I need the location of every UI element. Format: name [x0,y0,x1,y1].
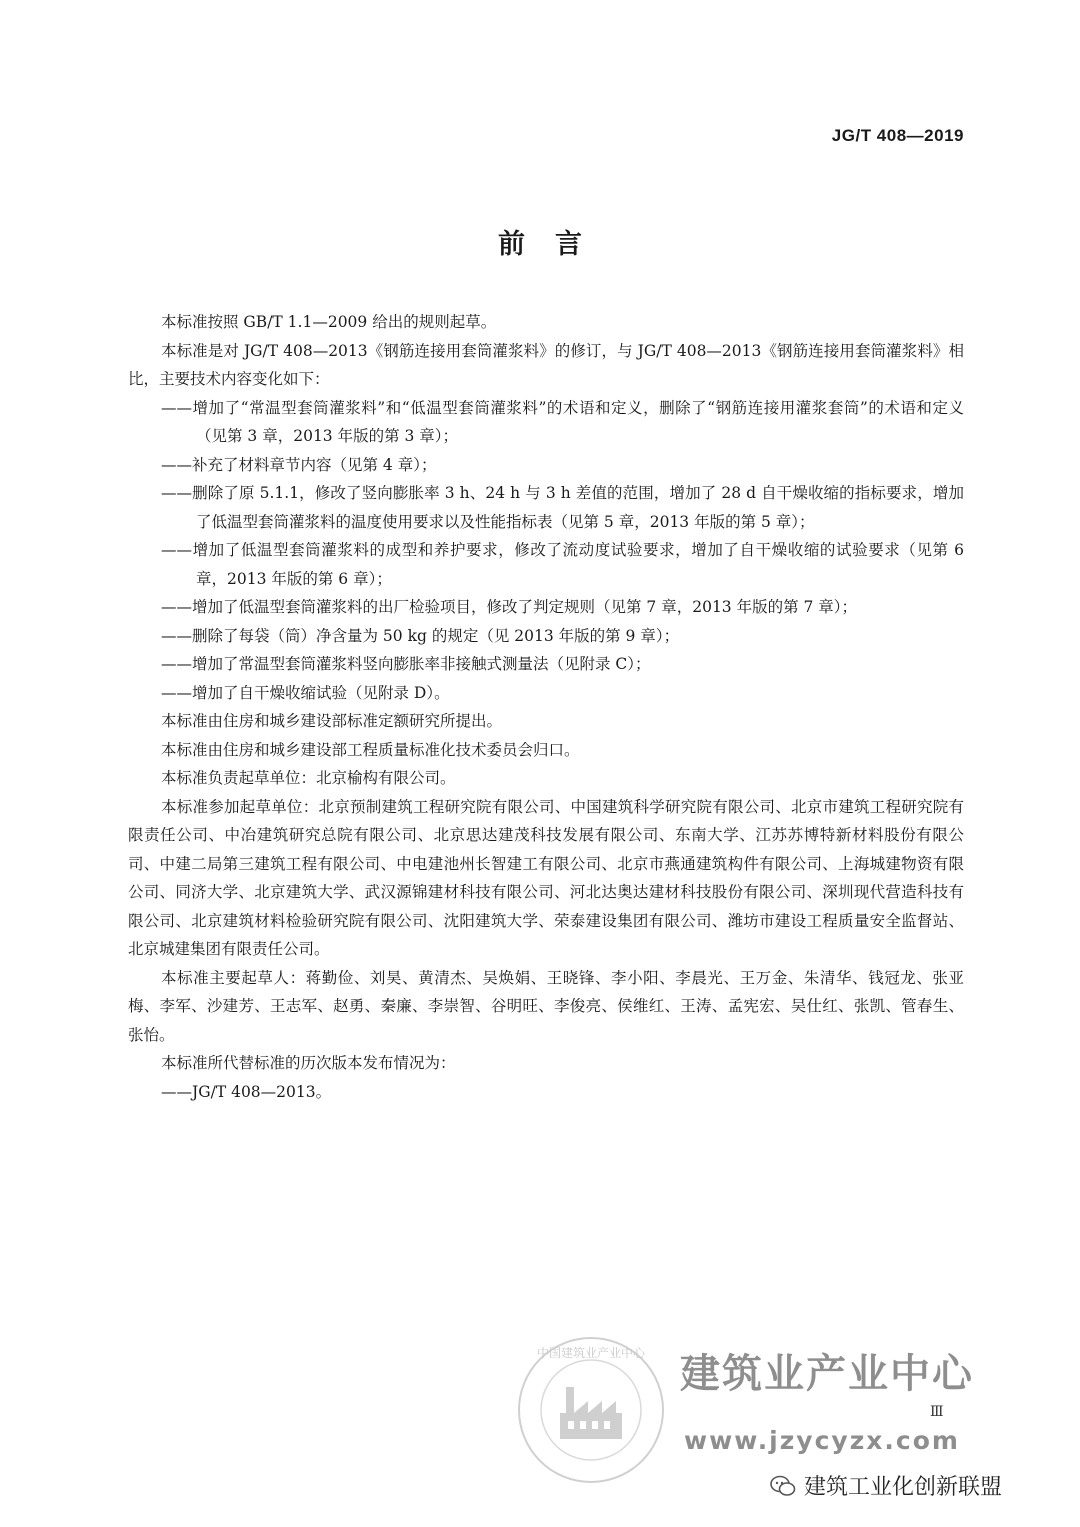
change-item: ——增加了“常温型套筒灌浆料”和“低温型套筒灌浆料”的术语和定义，删除了“钢筋连接用灌浆套筒”的术语和定义（见第 3 章，2013 年版的第 3 章）； [161,398,964,445]
change-item: ——增加了低温型套筒灌浆料的成型和养护要求，修改了流动度试验要求，增加了自干燥收缩的试验要求（见第 6 章，2013 年版的第 6 章）； [161,541,964,588]
wechat-icon [770,1475,796,1497]
page-number: Ⅲ [930,1404,944,1420]
paragraph: 本标准由住房和城乡建设部标准定额研究所提出。 [161,712,503,730]
paragraph: 本标准主要起草人：蒋勤俭、刘昊、黄清杰、吴焕娟、王晓锋、李小阳、李晨光、王万金、朱清华、钱冠龙、张亚梅、李军、沙建芳、王志军、赵勇、秦廉、李崇智、谷明旺、李俊亮、侯维红、王涛、孟宪宏、吴仕红、张凯、管春生、张怡。 [128,968,964,1044]
paragraph: 本标准所代替标准的历次版本发布情况为： [161,1054,456,1072]
wechat-account-name: 建筑工业化创新联盟 [804,1475,1003,1500]
wechat-attribution [770,1470,1002,1501]
foreword-body [128,308,964,1106]
change-item: ——增加了常温型套筒灌浆料竖向膨胀率非接触式测量法（见附录 C）； [161,655,651,673]
paragraph: 本标准参加起草单位：北京预制建筑工程研究院有限公司、中国建筑科学研究院有限公司、北京市建筑工程研究院有限责任公司、中冶建筑研究总院有限公司、北京思达建茂科技发展有限公司、东南大学、江苏苏博特新材料股份有限公司、中建二局第三建筑工程有限公司、中电建池州长智建工有限公司、北京市燕通建筑构件有限公司、上海城建物资有限公司、同济大学、北京建筑大学、武汉源锦建材科技有限公司、河北达奥达建材科技股份有限公司、深圳现代营造科技有限公司、北京建筑材料检验研究院有限公司、沈阳建筑大学、荣泰建设集团有限公司、潍坊市建设工程质量安全监督站、北京城建集团有限责任公司。 [128,797,964,958]
paragraph: 本标准是对 JG/T 408—2013《钢筋连接用套筒灌浆料》的修订，与 JG/T 408—2013《钢筋连接用套筒灌浆料》相比，主要技术内容变化如下： [128,341,964,388]
paragraph: 本标准按照 GB/T 1.1—2009 给出的规则起草。 [161,313,497,331]
watermark-seal-icon [516,1335,666,1485]
standard-code: JG/T 408—2019 [831,126,964,145]
change-item: ——补充了材料章节内容（见第 4 章）； [161,455,437,474]
history-item: ——JG/T 408—2013。 [161,1082,332,1101]
change-item: ——删除了每袋（筒）净含量为 50 kg 的规定（见 2013 年版的第 9 章）； [161,626,680,645]
change-item: ——删除了原 5.1.1，修改了竖向膨胀率 3 h、24 h 与 3 h 差值的范围，增加了 28 d 自干燥收缩的指标要求，增加了低温型套筒灌浆料的温度使用要求以及性能指标表（见第 5 章，2013 年版的第 5 章）； [161,484,964,531]
paragraph: 本标准由住房和城乡建设部工程质量标准化技术委员会归口。 [161,740,580,759]
paragraph: 本标准负责起草单位：北京榆构有限公司。 [161,769,456,787]
change-item: ——增加了低温型套筒灌浆料的出厂检验项目，修改了判定规则（见第 7 章，2013 年版的第 7 章）； [161,598,858,616]
svg-text:中国建筑业产业中心: 中国建筑业产业中心 [536,1346,646,1360]
page-title: 前言 [498,229,612,260]
change-item: ——增加了自干燥收缩试验（见附录 D）。 [161,683,450,702]
watermark-title: 建筑业产业中心 [680,1351,974,1397]
watermark-url: www.jzycyzx.com [684,1426,960,1455]
